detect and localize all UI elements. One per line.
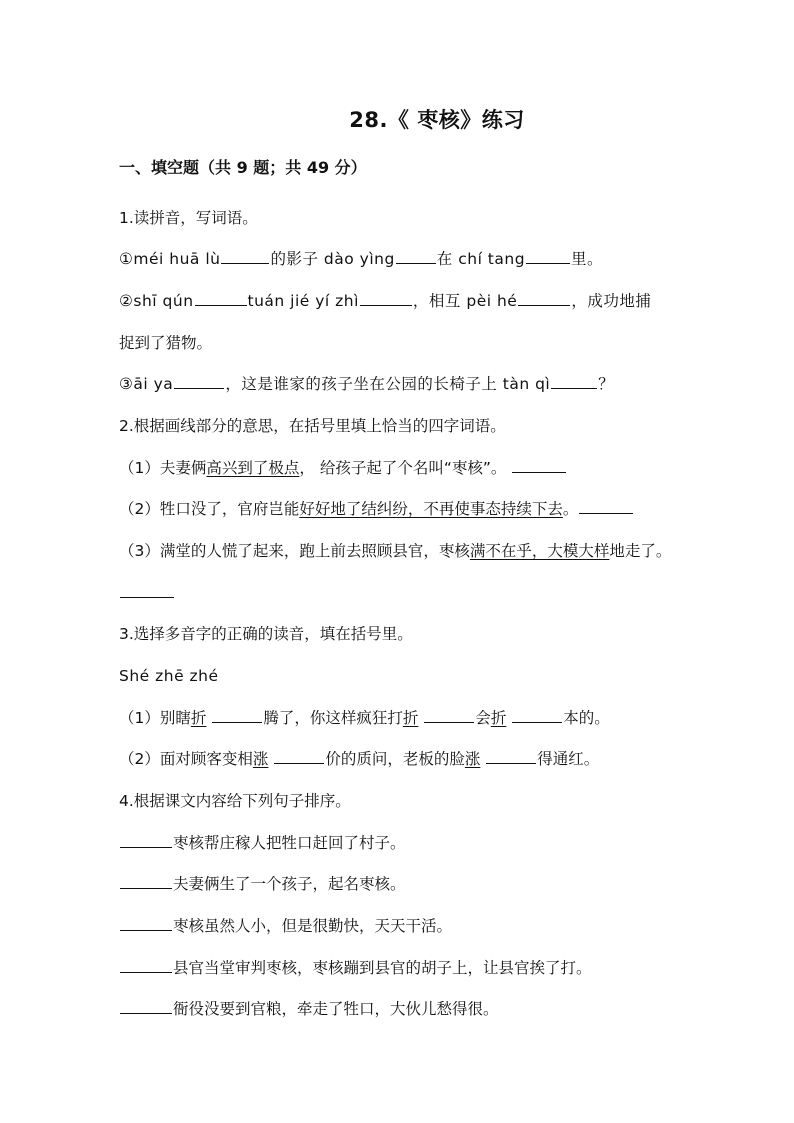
sentence-text: 本的。: [563, 709, 610, 727]
answer-blank[interactable]: [120, 582, 174, 598]
question-2-stem: 2.根据画线部分的意思，在括号里填上恰当的四字词语。: [119, 417, 506, 435]
section-heading: 一、填空题（共 9 题；共 49 分）: [119, 158, 367, 177]
sentence-text: （1）别瞎: [119, 709, 191, 727]
answer-blank[interactable]: [518, 290, 570, 306]
question-2-sentence-3: [119, 540, 679, 562]
sentence-text: 地走了。: [609, 542, 672, 560]
answer-blank[interactable]: [579, 498, 633, 514]
sentence-text: 价的质问，老板的脸: [325, 750, 465, 768]
underlined-phrase: 满不在乎，大模大样: [469, 542, 610, 560]
question-3-stem: 3.选择多音字的正确的读音，填在括号里。: [119, 625, 413, 643]
order-blank[interactable]: [120, 832, 172, 848]
answer-blank[interactable]: [526, 248, 570, 264]
answer-blank[interactable]: [424, 707, 474, 723]
line-end-text: ，成功地捕: [571, 292, 652, 310]
ordering-item: [119, 832, 679, 854]
line-end-text: ？: [598, 375, 615, 393]
question-1-line-3: [119, 373, 679, 395]
question-3-sentence-2: [119, 748, 679, 770]
question-2-sentence-3-continued: [119, 582, 679, 604]
polyphonic-char: 折: [490, 709, 507, 727]
ordering-item-text: 枣核帮庄稼人把牲口赶回了村子。: [173, 834, 406, 852]
answer-blank[interactable]: [274, 748, 324, 764]
answer-blank[interactable]: [551, 373, 597, 389]
answer-blank[interactable]: [360, 290, 412, 306]
ordering-item-text: 夫妻俩生了一个孩子，起名枣核。: [173, 875, 406, 893]
pinyin-text: 在 chí tang: [436, 250, 526, 268]
pinyin-text: ①méi huā lù: [119, 250, 221, 268]
ordering-item-text: 县官当堂审判枣核，枣核蹦到县官的胡子上，让县官挨了打。: [173, 959, 592, 977]
order-blank[interactable]: [120, 957, 172, 973]
ordering-item: [119, 957, 679, 979]
answer-blank[interactable]: [212, 707, 262, 723]
answer-blank[interactable]: [396, 248, 436, 264]
order-blank[interactable]: [120, 873, 172, 889]
polyphonic-char: 涨: [252, 750, 269, 768]
page-title: 28.《 枣核》练习: [349, 108, 525, 132]
answer-blank[interactable]: [512, 457, 566, 473]
sentence-text: ， 给孩子起了个名叫“枣核”。: [299, 459, 507, 477]
question-1-stem: 1.读拼音，写词语。: [119, 209, 258, 227]
order-blank[interactable]: [120, 915, 172, 931]
line-end-text: 里。: [571, 250, 604, 268]
sentence-text: （2）面对顾客变相: [119, 750, 253, 768]
question-1-line-2-continued: 捉到了猎物。: [119, 334, 213, 352]
polyphonic-char: 折: [190, 709, 207, 727]
question-2-sentence-1: [119, 457, 679, 479]
question-1-line-2: [119, 290, 679, 312]
ordering-item-text: 衙役没要到官粮，牵走了牲口，大伙儿愁得很。: [173, 1000, 499, 1018]
question-3-sentence-1: [119, 707, 679, 729]
answer-blank[interactable]: [512, 707, 562, 723]
polyphonic-char: 折: [402, 709, 419, 727]
pinyin-text: ，相互 pèi hé: [412, 292, 518, 310]
sentence-text: 会: [475, 709, 491, 727]
answer-blank[interactable]: [195, 290, 247, 306]
sentence-text: （1）夫妻俩: [119, 459, 207, 477]
ordering-item: [119, 998, 679, 1020]
sentence-text: （3）满堂的人慌了起来，跑上前去照顾县官，枣核: [119, 542, 470, 560]
underlined-phrase: 高兴到了极点: [206, 459, 300, 477]
pinyin-text: tuán jié yí zhì: [247, 292, 359, 310]
pinyin-text: ②shī qún: [119, 292, 194, 310]
pinyin-text: ，这是谁家的孩子坐在公园的长椅子上 tàn qì: [225, 375, 551, 393]
question-2-sentence-2: [119, 498, 679, 520]
underlined-phrase: 好好地了结纠纷，不再使事态持续下去: [299, 500, 563, 518]
answer-blank[interactable]: [221, 248, 269, 264]
question-3-options: Shé zhē zhé: [119, 667, 219, 685]
question-4-stem: 4.根据课文内容给下列句子排序。: [119, 792, 351, 810]
pinyin-text: 的影子 dào yìng: [270, 250, 395, 268]
sentence-text: （2）牲口没了，官府岂能: [119, 500, 300, 518]
answer-blank[interactable]: [174, 373, 224, 389]
pinyin-text: ③āi ya: [119, 375, 174, 393]
ordering-item: [119, 915, 679, 937]
sentence-text: 得通红。: [537, 750, 600, 768]
question-1-line-1: [119, 248, 679, 270]
sentence-text: 腾了，你这样疯狂打: [263, 709, 403, 727]
polyphonic-char: 涨: [464, 750, 481, 768]
ordering-item: [119, 873, 679, 895]
answer-blank[interactable]: [486, 748, 536, 764]
order-blank[interactable]: [120, 998, 172, 1014]
ordering-item-text: 枣核虽然人小，但是很勤快，天天干活。: [173, 917, 453, 935]
sentence-text: 。: [562, 500, 579, 518]
